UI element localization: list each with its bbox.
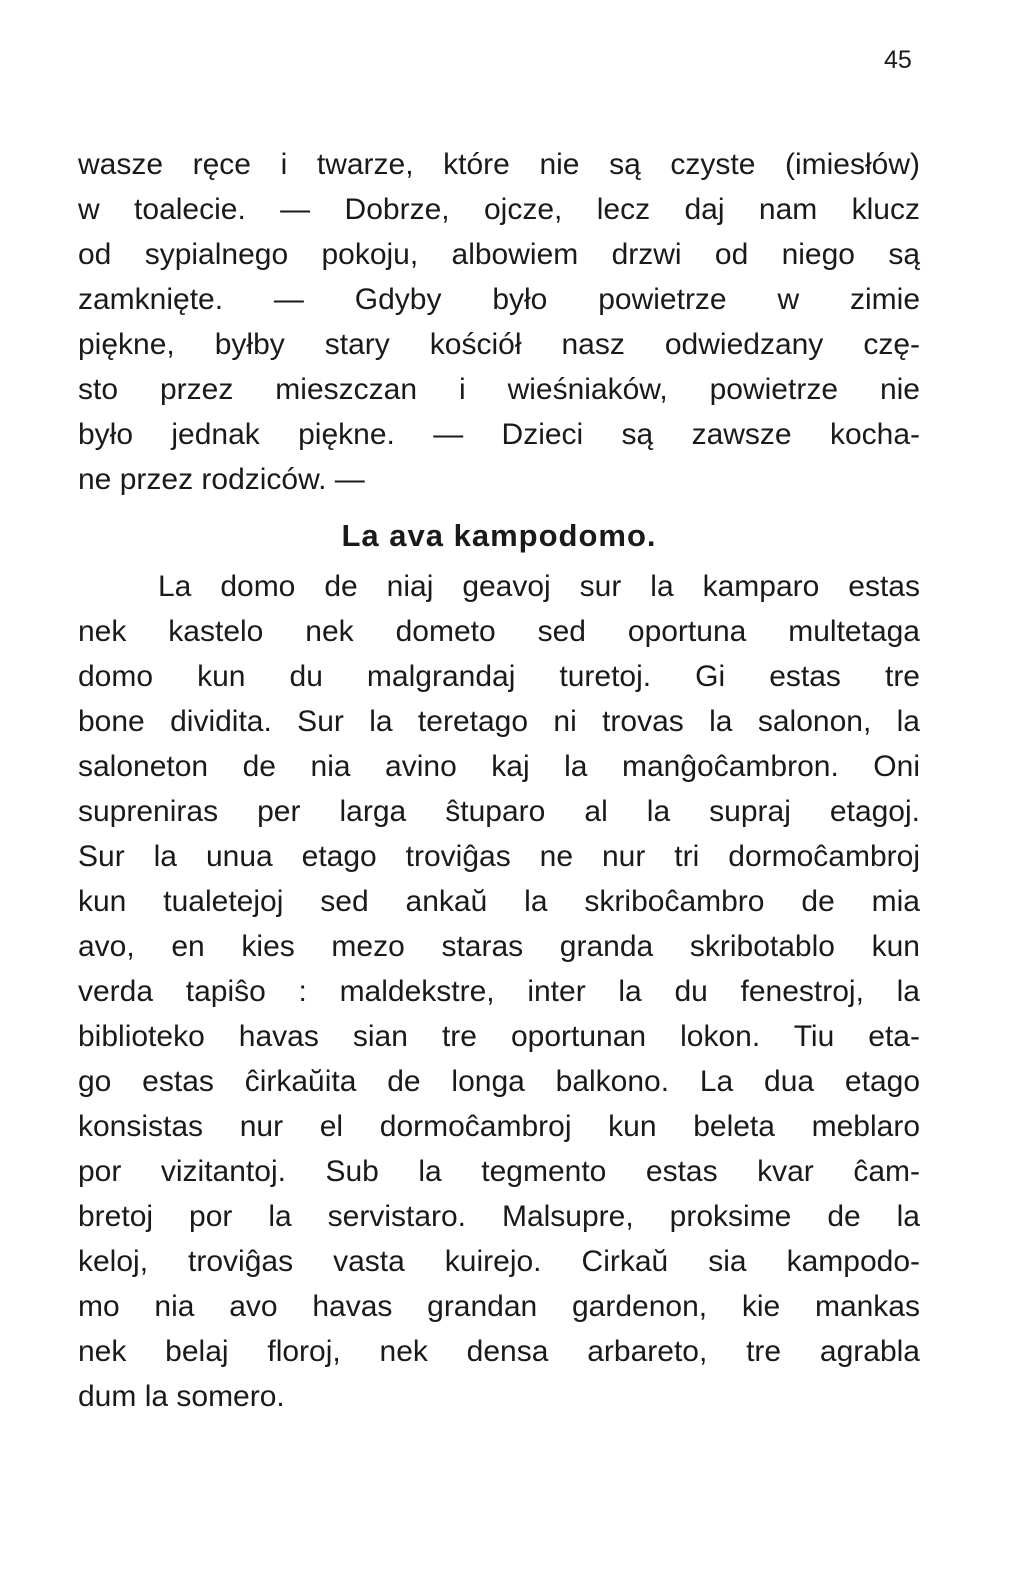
page-number: 45	[884, 46, 912, 74]
polish-text	[78, 142, 920, 502]
text-line: kun tualetejoj sed ankaŭ la skriboĉambro de mia	[78, 885, 920, 918]
esperanto-text	[78, 564, 920, 1419]
text-line: go estas ĉirkaŭita de longa balkono. La dua etago	[78, 1065, 920, 1098]
text-line: La domo de niaj geavoj sur la kamparo estas	[158, 570, 920, 603]
text-line: supreniras per larga ŝtuparo al la supraj etagoj.	[78, 795, 920, 828]
text-line: saloneton de nia avino kaj la manĝoĉambron. Oni	[78, 750, 920, 783]
text-line: dum la somero.	[78, 1380, 285, 1413]
page-body	[78, 142, 920, 1419]
text-line: wasze ręce i twarze, które nie są czyste (imiesłów)	[78, 148, 920, 181]
text-line: avo, en kies mezo staras granda skribotablo kun	[78, 930, 920, 963]
text-line: od sypialnego pokoju, albowiem drzwi od niego są	[78, 238, 920, 271]
text-line: biblioteko havas sian tre oportunan lokon. Tiu eta-	[78, 1020, 920, 1053]
text-line: bretoj por la servistaro. Malsupre, proksime de la	[78, 1200, 920, 1233]
text-line: Sur la unua etago troviĝas ne nur tri dormoĉambroj	[78, 840, 920, 873]
text-line: było jednak piękne. — Dzieci są zawsze kocha-	[78, 418, 920, 451]
text-line: verda tapiŝo : maldekstre, inter la du fenestroj, la	[78, 975, 920, 1008]
text-line: sto przez mieszczan i wieśniaków, powietrze nie	[78, 373, 920, 406]
text-line: por vizitantoj. Sub la tegmento estas kvar ĉam-	[78, 1155, 920, 1188]
text-line: w toalecie. — Dobrze, ojcze, lecz daj nam klucz	[78, 193, 920, 226]
section-heading: La ava kampodomo.	[341, 518, 657, 553]
text-line: bone dividita. Sur la teretago ni trovas la salonon, la	[78, 705, 920, 738]
text-line: ne przez rodziców. —	[78, 463, 365, 496]
text-line: domo kun du malgrandaj turetoj. Gi estas tre	[78, 660, 920, 693]
text-line: konsistas nur el dormoĉambroj kun beleta meblaro	[78, 1110, 920, 1143]
text-line: mo nia avo havas grandan gardenon, kie mankas	[78, 1290, 920, 1323]
text-line: piękne, byłby stary kościół nasz odwiedzany czę-	[78, 328, 920, 361]
text-line: nek belaj floroj, nek densa arbareto, tre agrabla	[78, 1335, 920, 1368]
text-line: nek kastelo nek dometo sed oportuna multetaga	[78, 615, 920, 648]
text-line: keloj, troviĝas vasta kuirejo. Cirkaŭ sia kampodo-	[78, 1245, 920, 1278]
text-line: zamknięte. — Gdyby było powietrze w zimie	[78, 283, 920, 316]
